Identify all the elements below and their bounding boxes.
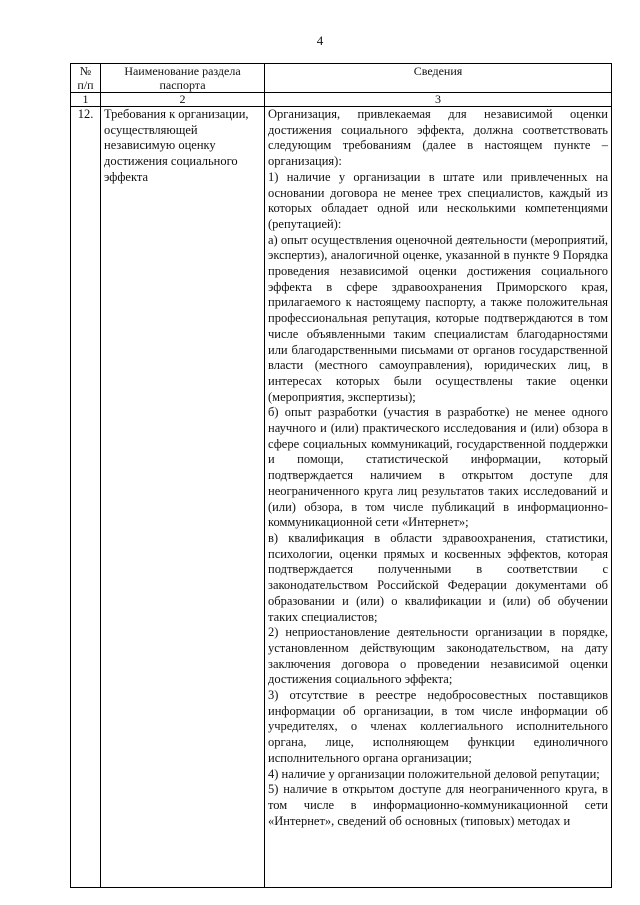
info-paragraph: 3) отсутствие в реестре недобросовестных поставщиков информации об организации, в том числе информации об учредителях, о членах коллегиального исполнительного органа, лице, исполняющем функции единоличного исполнительного органа организации; bbox=[268, 688, 608, 765]
column-number-row bbox=[71, 93, 612, 107]
info-paragraph: 1) наличие у организации в штате или привлеченных на основании договора не менее трех специалистов, каждый из которых обладает одной или несколькими компетенциями (репутацией): bbox=[268, 169, 608, 231]
row-number: 12. bbox=[71, 107, 101, 888]
info-paragraph: б) опыт разработки (участия в разработке) не менее одного научного и (или) практического исследования и (или) обзора в сфере социальных коммуникаций, государственной поддержки и помощи, статистической информации, который подтверждается наличием в открытом доступе для неограниченного круга лиц результатов таких исследований и (или) обзора, в том числе публикаций в информационно-коммуникационной сети «Интернет»; bbox=[268, 405, 608, 530]
info-paragraph: Организация, привлекаемая для независимой оценки достижения социального эффекта, должна соответствовать следующим требованиям (далее в настоящем пункте – организация): bbox=[268, 107, 608, 169]
info-paragraph: 2) неприостановление деятельности организации в порядке, установленном действующим законодательством, на дату заключения договора о проведении независимой оценки достижения социального эффекта; bbox=[268, 625, 608, 687]
section-name: Требования к организации, осуществляющей независимую оценку достижения социального эффекта bbox=[101, 107, 265, 888]
page-number: 4 bbox=[316, 33, 324, 48]
table-header-row bbox=[71, 64, 612, 93]
column-number: 3 bbox=[265, 93, 612, 107]
info-paragraph: а) опыт осуществления оценочной деятельности (мероприятий, экспертиз), аналогичной оценке, указанной в пункте 9 Порядка проведения независимой оценки достижения социального эффекта в сфере здравоохранения Приморского края, прилагаемого к настоящему паспорту, а также положительная профессиональная репутация, которые подтверждаются в том числе объявленными таким специалистам благодарностями или благодарственными письмами от органов государственной власти (местного самоуправления), юридических лиц, в интересах которых были осуществлены такие оценки (мероприятия, экспертизы); bbox=[268, 232, 608, 404]
column-number: 2 bbox=[101, 93, 265, 107]
header-num: № п/п bbox=[71, 64, 101, 93]
header-info: Сведения bbox=[265, 64, 612, 93]
info-paragraph: 4) наличие у организации положительной деловой репутации; bbox=[268, 766, 600, 781]
header-name: Наименование раздела паспорта bbox=[101, 64, 265, 93]
table-row bbox=[71, 107, 612, 888]
info-paragraph: 5) наличие в открытом доступе для неограниченного круга, в том числе в информационно-коммуникационной сети «Интернет», сведений об основных (типовых) методах и bbox=[268, 782, 608, 828]
passport-table bbox=[70, 63, 612, 888]
column-number: 1 bbox=[71, 93, 101, 107]
info-paragraph: в) квалификация в области здравоохранения, статистики, психологии, оценки прямых и косвенных эффектов, которая подтверждается полученными в соответствии с законодательством Российской Федерации документами об образовании и (или) о квалификации и (или) об обучении таких специалистов; bbox=[268, 530, 608, 624]
section-info bbox=[265, 107, 612, 888]
